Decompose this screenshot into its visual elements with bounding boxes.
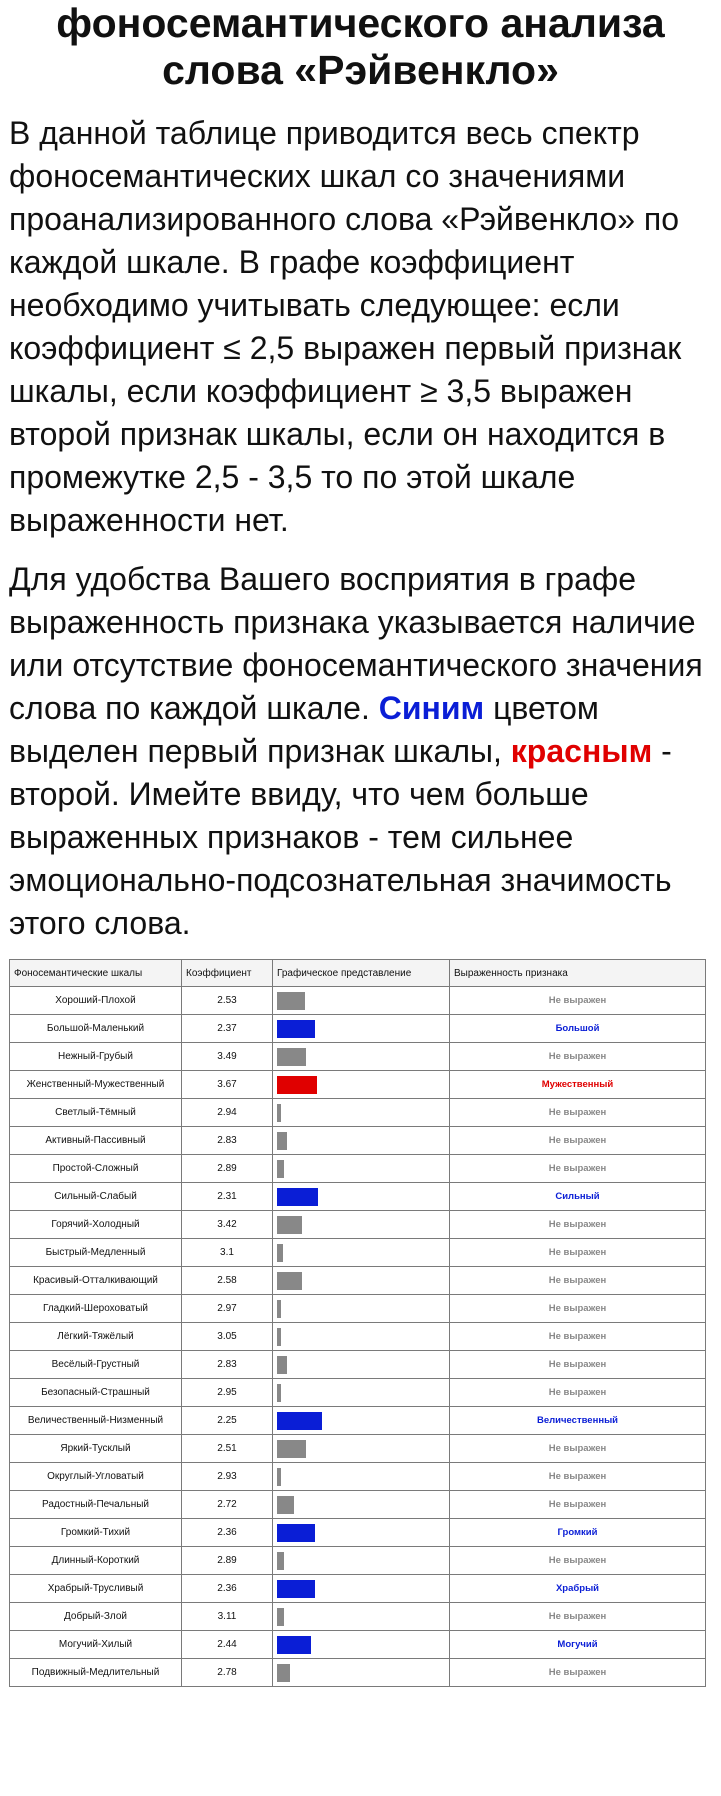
coefficient-value: 3.11 xyxy=(182,1603,273,1631)
coefficient-value: 2.83 xyxy=(182,1351,273,1379)
graphic-cell xyxy=(273,1099,450,1127)
table-row xyxy=(10,1463,706,1491)
expression-value: Громкий xyxy=(450,1519,706,1547)
scale-name: Сильный-Слабый xyxy=(10,1183,182,1211)
expression-value: Не выражен xyxy=(450,1351,706,1379)
graphic-cell xyxy=(273,1267,450,1295)
graphic-cell xyxy=(273,1603,450,1631)
header-scale: Фоносемантические шкалы xyxy=(10,960,182,987)
table-row xyxy=(10,1519,706,1547)
coefficient-value: 2.78 xyxy=(182,1659,273,1687)
expression-value: Мужественный xyxy=(450,1071,706,1099)
coefficient-bar xyxy=(277,1496,294,1514)
expression-value: Храбрый xyxy=(450,1575,706,1603)
graphic-cell xyxy=(273,1519,450,1547)
expression-value: Не выражен xyxy=(450,1659,706,1687)
table-row xyxy=(10,1659,706,1687)
coefficient-value: 2.58 xyxy=(182,1267,273,1295)
coefficient-value: 2.89 xyxy=(182,1155,273,1183)
coefficient-bar xyxy=(277,1328,281,1346)
expression-value: Не выражен xyxy=(450,1379,706,1407)
scale-name: Безопасный-Страшный xyxy=(10,1379,182,1407)
expression-value: Не выражен xyxy=(450,1491,706,1519)
coefficient-value: 2.53 xyxy=(182,987,273,1015)
coefficient-value: 3.67 xyxy=(182,1071,273,1099)
expression-value: Не выражен xyxy=(450,1239,706,1267)
scale-name: Быстрый-Медленный xyxy=(10,1239,182,1267)
table-row xyxy=(10,1099,706,1127)
scale-name: Громкий-Тихий xyxy=(10,1519,182,1547)
expression-value: Не выражен xyxy=(450,1267,706,1295)
header-coefficient: Коэффициент xyxy=(182,960,273,987)
expression-value: Не выражен xyxy=(450,1127,706,1155)
table-row xyxy=(10,1491,706,1519)
legend-blue-word: Синим xyxy=(378,690,485,726)
coefficient-bar xyxy=(277,1188,318,1206)
coefficient-value: 2.36 xyxy=(182,1519,273,1547)
graphic-cell xyxy=(273,1211,450,1239)
coefficient-value: 2.97 xyxy=(182,1295,273,1323)
coefficient-bar xyxy=(277,1244,283,1262)
expression-value: Не выражен xyxy=(450,1463,706,1491)
scale-name: Горячий-Холодный xyxy=(10,1211,182,1239)
scale-name: Храбрый-Трусливый xyxy=(10,1575,182,1603)
graphic-cell xyxy=(273,1155,450,1183)
scale-name: Радостный-Печальный xyxy=(10,1491,182,1519)
scale-name: Яркий-Тусклый xyxy=(10,1435,182,1463)
coefficient-bar xyxy=(277,1440,306,1458)
expression-value: Не выражен xyxy=(450,1603,706,1631)
coefficient-value: 2.25 xyxy=(182,1407,273,1435)
coefficient-bar xyxy=(277,1356,287,1374)
table-row xyxy=(10,1547,706,1575)
coefficient-value: 3.49 xyxy=(182,1043,273,1071)
scale-name: Женственный-Мужественный xyxy=(10,1071,182,1099)
graphic-cell xyxy=(273,987,450,1015)
table-row xyxy=(10,1183,706,1211)
coefficient-value: 2.83 xyxy=(182,1127,273,1155)
table-row xyxy=(10,1603,706,1631)
coefficient-bar xyxy=(277,1664,290,1682)
coefficient-value: 2.93 xyxy=(182,1463,273,1491)
table-row xyxy=(10,1015,706,1043)
coefficient-bar xyxy=(277,992,305,1010)
graphic-cell xyxy=(273,1435,450,1463)
coefficient-value: 2.36 xyxy=(182,1575,273,1603)
scale-name: Подвижный-Медлительный xyxy=(10,1659,182,1687)
coefficient-bar xyxy=(277,1048,306,1066)
table-row xyxy=(10,1071,706,1099)
coefficient-bar xyxy=(277,1076,317,1094)
legend-text-b: цветом выделен первый признак шкалы, xyxy=(9,690,599,769)
scale-name: Длинный-Короткий xyxy=(10,1547,182,1575)
table-row xyxy=(10,1435,706,1463)
table-row xyxy=(10,1043,706,1071)
expression-value: Большой xyxy=(450,1015,706,1043)
scale-name: Весёлый-Грустный xyxy=(10,1351,182,1379)
coefficient-value: 2.37 xyxy=(182,1015,273,1043)
coefficient-value: 2.31 xyxy=(182,1183,273,1211)
coefficient-value: 3.42 xyxy=(182,1211,273,1239)
expression-value: Не выражен xyxy=(450,1043,706,1071)
table-row xyxy=(10,1631,706,1659)
coefficient-bar xyxy=(277,1412,322,1430)
table-row xyxy=(10,1295,706,1323)
graphic-cell xyxy=(273,1015,450,1043)
expression-value: Не выражен xyxy=(450,1435,706,1463)
expression-value: Не выражен xyxy=(450,1547,706,1575)
table-row xyxy=(10,1351,706,1379)
expression-value: Величественный xyxy=(450,1407,706,1435)
graphic-cell xyxy=(273,1463,450,1491)
graphic-cell xyxy=(273,1043,450,1071)
table-row xyxy=(10,987,706,1015)
coefficient-bar xyxy=(277,1636,311,1654)
scale-name: Гладкий-Шероховатый xyxy=(10,1295,182,1323)
title-line-1: фоносемантического анализа xyxy=(56,0,665,46)
expression-value: Не выражен xyxy=(450,987,706,1015)
coefficient-bar xyxy=(277,1580,315,1598)
graphic-cell xyxy=(273,1071,450,1099)
coefficient-bar xyxy=(277,1272,302,1290)
coefficient-value: 2.89 xyxy=(182,1547,273,1575)
scale-name: Светлый-Тёмный xyxy=(10,1099,182,1127)
table-row xyxy=(10,1323,706,1351)
expression-value: Не выражен xyxy=(450,1323,706,1351)
graphic-cell xyxy=(273,1323,450,1351)
coefficient-value: 3.05 xyxy=(182,1323,273,1351)
coefficient-bar xyxy=(277,1132,287,1150)
scale-name: Красивый-Отталкивающий xyxy=(10,1267,182,1295)
phonosemantic-table xyxy=(9,959,706,1687)
graphic-cell xyxy=(273,1351,450,1379)
coefficient-bar xyxy=(277,1608,284,1626)
coefficient-value: 2.95 xyxy=(182,1379,273,1407)
coefficient-bar xyxy=(277,1300,281,1318)
table-row xyxy=(10,1239,706,1267)
table-row xyxy=(10,1379,706,1407)
graphic-cell xyxy=(273,1239,450,1267)
scale-name: Лёгкий-Тяжёлый xyxy=(10,1323,182,1351)
table-body xyxy=(10,987,706,1687)
legend-text-c: - второй. Имейте ввиду, что чем больше выраженных признаков - тем сильнее эмоционально-подсознательная значимость этого слова. xyxy=(9,733,672,941)
page-title xyxy=(9,0,712,94)
coefficient-bar xyxy=(277,1104,281,1122)
scale-name: Хороший-Плохой xyxy=(10,987,182,1015)
scale-name: Нежный-Грубый xyxy=(10,1043,182,1071)
graphic-cell xyxy=(273,1379,450,1407)
coefficient-bar xyxy=(277,1020,315,1038)
scale-name: Простой-Сложный xyxy=(10,1155,182,1183)
intro-paragraph: В данной таблице приводится весь спектр фоносемантических шкал со значениями проанализированного слова «Рэйвенкло» по каждой шкале. В графе коэффициент необходимо учитывать следующее: если коэффициент ≤ 2,5 выражен первый признак шкалы, если коэффициент ≥ 3,5 выражен второй признак шкалы, если он находится в промежутке 2,5 - 3,5 то по этой шкале выраженности нет. xyxy=(9,115,682,538)
coefficient-value: 2.44 xyxy=(182,1631,273,1659)
graphic-cell xyxy=(273,1575,450,1603)
scale-name: Могучий-Хилый xyxy=(10,1631,182,1659)
expression-value: Не выражен xyxy=(450,1211,706,1239)
header-graphic: Графическое представление xyxy=(273,960,450,987)
coefficient-value: 2.94 xyxy=(182,1099,273,1127)
graphic-cell xyxy=(273,1295,450,1323)
header-expression: Выраженность признака xyxy=(450,960,706,987)
coefficient-bar xyxy=(277,1552,284,1570)
legend-red-word: красным xyxy=(510,733,653,769)
coefficient-bar xyxy=(277,1384,281,1402)
scale-name: Величественный-Низменный xyxy=(10,1407,182,1435)
legend-text-a: Для удобства Вашего восприятия в графе выраженность признака указывается наличие или отсутствие фоносемантического значения слова по каждой шкале. xyxy=(9,561,703,726)
graphic-cell xyxy=(273,1659,450,1687)
coefficient-value: 2.72 xyxy=(182,1491,273,1519)
coefficient-bar xyxy=(277,1468,281,1486)
expression-value: Не выражен xyxy=(450,1099,706,1127)
table-row xyxy=(10,1127,706,1155)
graphic-cell xyxy=(273,1183,450,1211)
scale-name: Большой-Маленький xyxy=(10,1015,182,1043)
expression-value: Не выражен xyxy=(450,1155,706,1183)
table-row xyxy=(10,1211,706,1239)
expression-value: Могучий xyxy=(450,1631,706,1659)
table-row xyxy=(10,1267,706,1295)
graphic-cell xyxy=(273,1631,450,1659)
graphic-cell xyxy=(273,1547,450,1575)
graphic-cell xyxy=(273,1491,450,1519)
table-row xyxy=(10,1407,706,1435)
scale-name: Округлый-Угловатый xyxy=(10,1463,182,1491)
title-line-2: слова «Рэйвенкло» xyxy=(162,47,559,93)
legend-paragraph xyxy=(9,558,712,945)
scale-name: Активный-Пассивный xyxy=(10,1127,182,1155)
graphic-cell xyxy=(273,1407,450,1435)
table-header-row xyxy=(10,960,706,987)
coefficient-value: 2.51 xyxy=(182,1435,273,1463)
scale-name: Добрый-Злой xyxy=(10,1603,182,1631)
graphic-cell xyxy=(273,1127,450,1155)
expression-value: Не выражен xyxy=(450,1295,706,1323)
coefficient-bar xyxy=(277,1524,315,1542)
coefficient-bar xyxy=(277,1160,284,1178)
expression-value: Сильный xyxy=(450,1183,706,1211)
coefficient-value: 3.1 xyxy=(182,1239,273,1267)
table-row xyxy=(10,1575,706,1603)
coefficient-bar xyxy=(277,1216,302,1234)
table-row xyxy=(10,1155,706,1183)
